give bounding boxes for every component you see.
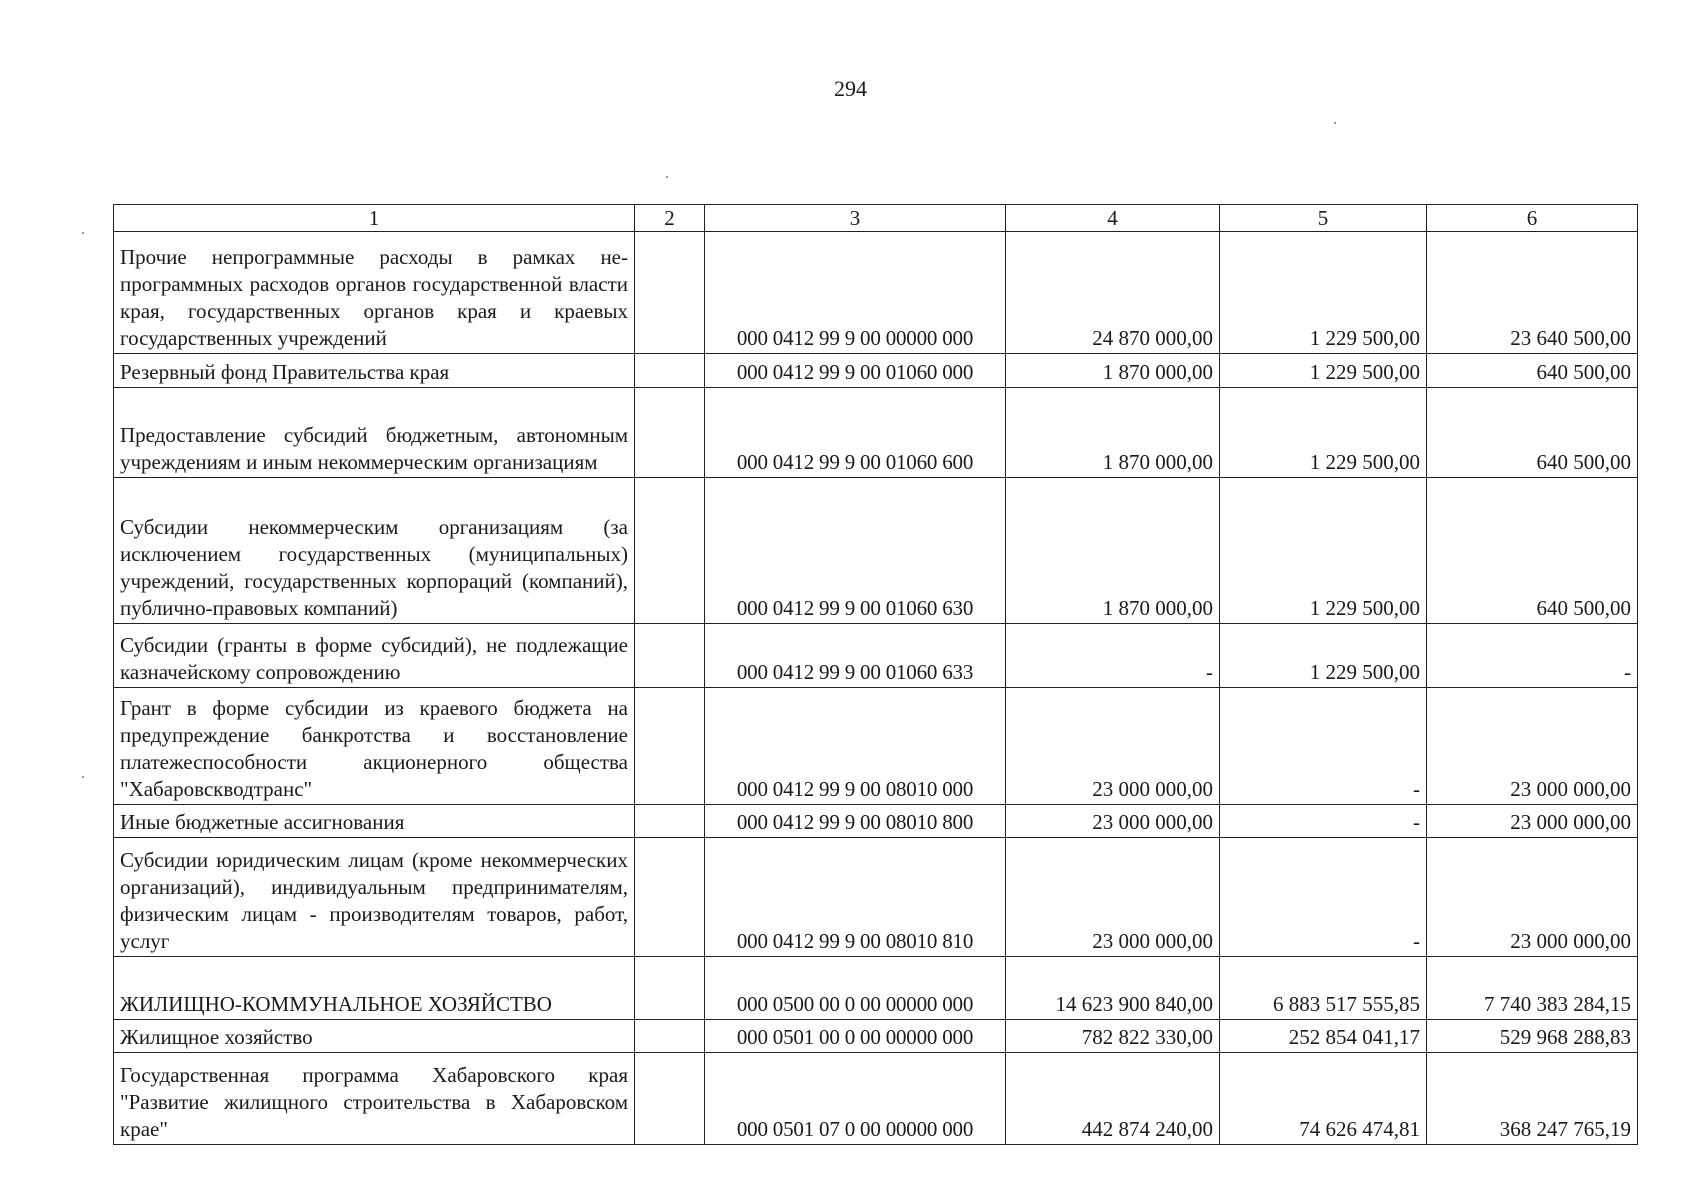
row-code: 000 0412 99 9 00 08010 800 — [705, 805, 1006, 838]
header-cell-6: 6 — [1427, 205, 1638, 232]
budget-table-body — [114, 205, 1638, 1145]
header-cell-5: 5 — [1220, 205, 1427, 232]
table-row — [114, 688, 1638, 805]
row-name: Жилищное хозяйство — [114, 1020, 635, 1053]
budget-table — [113, 204, 1638, 1145]
row-value-5: 252 854 041,17 — [1220, 1020, 1427, 1053]
row-col2 — [635, 478, 705, 624]
table-row — [114, 957, 1638, 1020]
row-value-5: 1 229 500,00 — [1220, 478, 1427, 624]
row-name: Государственная программа Хабаровского края "Развитие жилищного строительства в Хабаровском крае" — [114, 1053, 635, 1145]
row-value-4: 1 870 000,00 — [1006, 478, 1220, 624]
row-code: 000 0412 99 9 00 01060 630 — [705, 478, 1006, 624]
row-code: 000 0500 00 0 00 00000 000 — [705, 957, 1006, 1020]
row-value-6: 368 247 765,19 — [1427, 1053, 1638, 1145]
row-name: Субсидии юридическим лицам (кроме некоммерческих организаций), индивидуальным предпринимателям, физическим лицам - производителям товаров, работ, услуг — [114, 838, 635, 957]
row-code: 000 0412 99 9 00 01060 633 — [705, 624, 1006, 688]
table-row — [114, 624, 1638, 688]
row-value-4: 24 870 000,00 — [1006, 232, 1220, 354]
row-value-5: 1 229 500,00 — [1220, 624, 1427, 688]
row-col2 — [635, 1020, 705, 1053]
row-value-6: 640 500,00 — [1427, 354, 1638, 388]
row-value-6: 23 000 000,00 — [1427, 805, 1638, 838]
header-cell-2: 2 — [635, 205, 705, 232]
table-row — [114, 388, 1638, 478]
header-cell-3: 3 — [705, 205, 1006, 232]
row-name: Грант в форме субсидии из краевого бюджета на предупреждение банкротства и восстановление платежеспособности акционерного общества "Хабаровскводтранс" — [114, 688, 635, 805]
header-cell-1: 1 — [114, 205, 635, 232]
row-value-4: 442 874 240,00 — [1006, 1053, 1220, 1145]
row-name: Иные бюджетные ассигнования — [114, 805, 635, 838]
row-value-5: - — [1220, 688, 1427, 805]
table-row — [114, 805, 1638, 838]
row-name: Резервный фонд Правительства края — [114, 354, 635, 388]
row-value-4: 23 000 000,00 — [1006, 838, 1220, 957]
row-value-5: 1 229 500,00 — [1220, 354, 1427, 388]
row-code: 000 0412 99 9 00 08010 810 — [705, 838, 1006, 957]
scan-speck — [82, 232, 84, 234]
row-value-6: 529 968 288,83 — [1427, 1020, 1638, 1053]
table-row — [114, 354, 1638, 388]
row-value-6: 7 740 383 284,15 — [1427, 957, 1638, 1020]
row-code: 000 0412 99 9 00 01060 600 — [705, 388, 1006, 478]
row-value-4: 23 000 000,00 — [1006, 805, 1220, 838]
row-value-6: 640 500,00 — [1427, 478, 1638, 624]
row-value-5: 6 883 517 555,85 — [1220, 957, 1427, 1020]
row-value-6: 640 500,00 — [1427, 388, 1638, 478]
row-value-6: 23 640 500,00 — [1427, 232, 1638, 354]
page-number: 294 — [834, 76, 867, 101]
row-value-4: - — [1006, 624, 1220, 688]
row-name: Субсидии некоммерческим организациям (за исключением государственных (муниципальных) учреждений, государственных корпораций (компаний), публично-правовых компаний) — [114, 478, 635, 624]
row-value-6: - — [1427, 624, 1638, 688]
row-value-4: 782 822 330,00 — [1006, 1020, 1220, 1053]
row-col2 — [635, 232, 705, 354]
row-value-4: 1 870 000,00 — [1006, 388, 1220, 478]
row-name: Прочие непрограммные расходы в рамках непрограммных расходов органов государственной власти края, государственных органов края и краевых государственных учреждений — [114, 232, 635, 354]
scan-speck — [1334, 122, 1336, 124]
row-col2 — [635, 388, 705, 478]
table-row — [114, 1053, 1638, 1145]
row-code: 000 0501 00 0 00 00000 000 — [705, 1020, 1006, 1053]
row-value-5: - — [1220, 805, 1427, 838]
row-value-4: 1 870 000,00 — [1006, 354, 1220, 388]
row-col2 — [635, 688, 705, 805]
row-value-5: 1 229 500,00 — [1220, 388, 1427, 478]
row-value-5: - — [1220, 838, 1427, 957]
table-row — [114, 1020, 1638, 1053]
row-value-6: 23 000 000,00 — [1427, 688, 1638, 805]
row-col2 — [635, 1053, 705, 1145]
row-code: 000 0412 99 9 00 00000 000 — [705, 232, 1006, 354]
row-name: Субсидии (гранты в форме субсидий), не подлежащие казначейскому сопровождению — [114, 624, 635, 688]
row-col2 — [635, 805, 705, 838]
row-col2 — [635, 838, 705, 957]
row-code: 000 0412 99 9 00 08010 000 — [705, 688, 1006, 805]
row-col2 — [635, 354, 705, 388]
table-row — [114, 232, 1638, 354]
table-row — [114, 838, 1638, 957]
row-value-4: 23 000 000,00 — [1006, 688, 1220, 805]
table-row — [114, 478, 1638, 624]
row-value-4: 14 623 900 840,00 — [1006, 957, 1220, 1020]
scan-speck — [666, 176, 668, 178]
table-header-row — [114, 205, 1638, 232]
row-value-5: 74 626 474,81 — [1220, 1053, 1427, 1145]
row-code: 000 0501 07 0 00 00000 000 — [705, 1053, 1006, 1145]
row-value-6: 23 000 000,00 — [1427, 838, 1638, 957]
scan-speck — [82, 776, 84, 778]
row-code: 000 0412 99 9 00 01060 000 — [705, 354, 1006, 388]
row-col2 — [635, 957, 705, 1020]
header-cell-4: 4 — [1006, 205, 1220, 232]
row-name: ЖИЛИЩНО-КОММУНАЛЬНОЕ ХОЗЯЙСТВО — [114, 957, 635, 1020]
row-value-5: 1 229 500,00 — [1220, 232, 1427, 354]
row-name: Предоставление субсидий бюджетным, автономным учреждениям и иным некоммерческим организациям — [114, 388, 635, 478]
row-col2 — [635, 624, 705, 688]
